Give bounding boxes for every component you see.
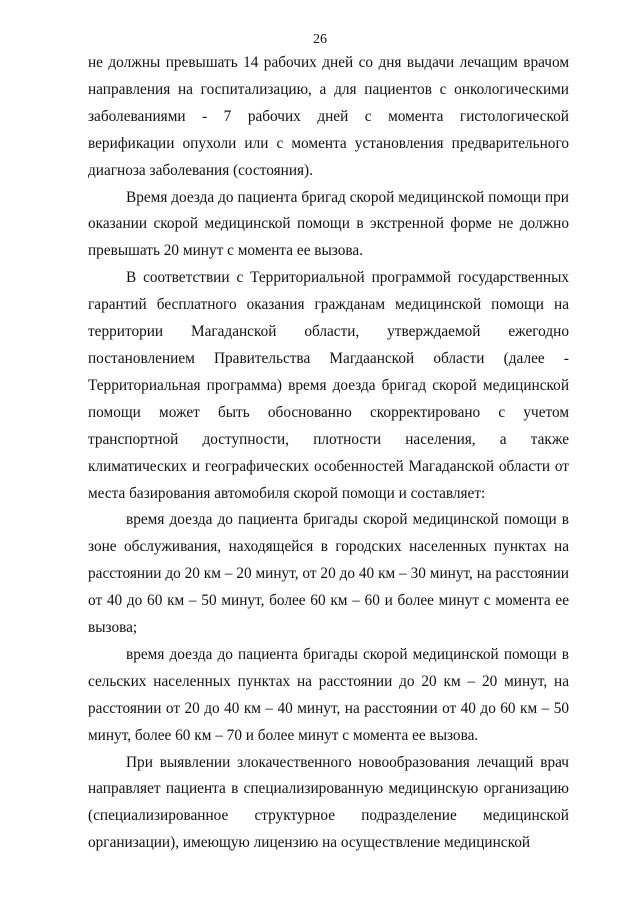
- paragraph-hospitalization-terms: не должны превышать 14 рабочих дней со дня выдачи лечащим врачом направления на госпитализацию, а для пациентов с онкологическими заболеваниями - 7 рабочих дней с момента гистологической верификации опухоли или с момента установления предварительного диагноза заболевания (состояния).: [88, 54, 569, 179]
- paragraph-urban-arrival-time: время доезда до пациента бригады скорой медицинской помощи в зоне обслуживания, находящейся в городских населенных пунктах на расстоянии до 20 км – 20 минут, от 20 до 40 км – 30 минут, на расстоянии от 40 до 60 км – 50 минут, более 60 км – 60 и более минут с момента ее вызова;: [88, 511, 569, 637]
- paragraph-ambulance-emergency-time: Время доезда до пациента бригад скорой медицинской помощи при оказании скорой медицинской помощи в экстренной форме не должно превышать 20 минут с момента ее вызова.: [88, 188, 569, 260]
- paragraph-territorial-program: В соответствии с Территориальной программой государственных гарантий бесплатного оказания гражданам медицинской помощи на территории Магаданской области, утверждаемой ежегодно постановлением Правительства Магдаанской области (далее - Территориальная программа) время доезда бригад скорой медицинской помощи может быть обоснованно скорректировано с учетом транспортной доступности, плотности населения, а также климатических и географических особенностей Магаданской области от места базирования автомобиля скорой помощи и составляет:: [88, 269, 569, 502]
- paragraph-oncology-referral: При выявлении злокачественного новообразования лечащий врач направляет пациента в специализированную медицинскую организацию (специализированное структурное подразделение медицинской организации), имеющую лицензию на осуществление медицинской: [88, 753, 569, 852]
- page-number: 26: [313, 32, 327, 47]
- paragraph-rural-arrival-time: время доезда до пациента бригады скорой медицинской помощи в сельских населенных пунктах на расстоянии до 20 км – 20 минут, на расстоянии от 20 до 40 км – 40 минут, на расстоянии от 40 до 60 км – 50 минут, более 60 км – 70 и более минут с момента ее вызова.: [88, 645, 569, 744]
- document-body: [88, 50, 569, 857]
